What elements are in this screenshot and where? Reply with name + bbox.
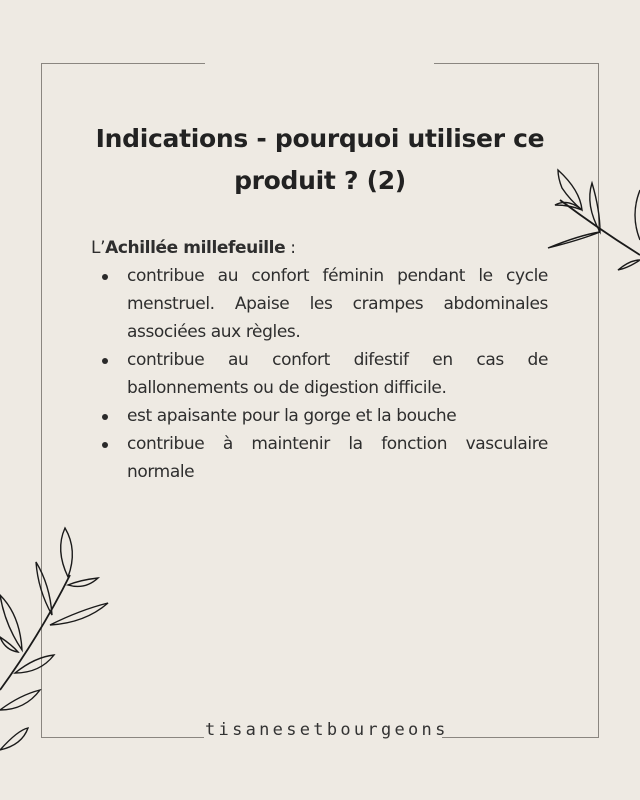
plant-name: Achillée millefeuille	[105, 238, 286, 258]
list-item: contribue à maintenir la fonction vasculaire normale	[127, 430, 548, 486]
frame-top-left	[41, 63, 205, 64]
footer-brand: tisanesetbourgeons	[205, 720, 449, 740]
list-item: est apaisante pour la gorge et la bouche	[127, 402, 548, 430]
frame-top-right	[434, 63, 599, 64]
indications-list	[91, 262, 548, 486]
intro-line	[91, 234, 548, 262]
intro-suffix: :	[285, 238, 296, 258]
leaf-branch-icon	[0, 525, 115, 755]
frame-bottom-right	[442, 737, 599, 738]
list-item: contribue au confort difestif en cas de ballonnements ou de digestion difficile.	[127, 346, 548, 402]
intro-prefix: L’	[91, 238, 106, 258]
leaf-branch-icon	[540, 160, 640, 290]
content-body	[91, 234, 548, 486]
page-title: Indications - pourquoi utiliser ce produit ? (2)	[95, 124, 545, 195]
list-item: contribue au confort féminin pendant le cycle menstruel. Apaise les crampes abdominales associées aux règles.	[127, 262, 548, 346]
